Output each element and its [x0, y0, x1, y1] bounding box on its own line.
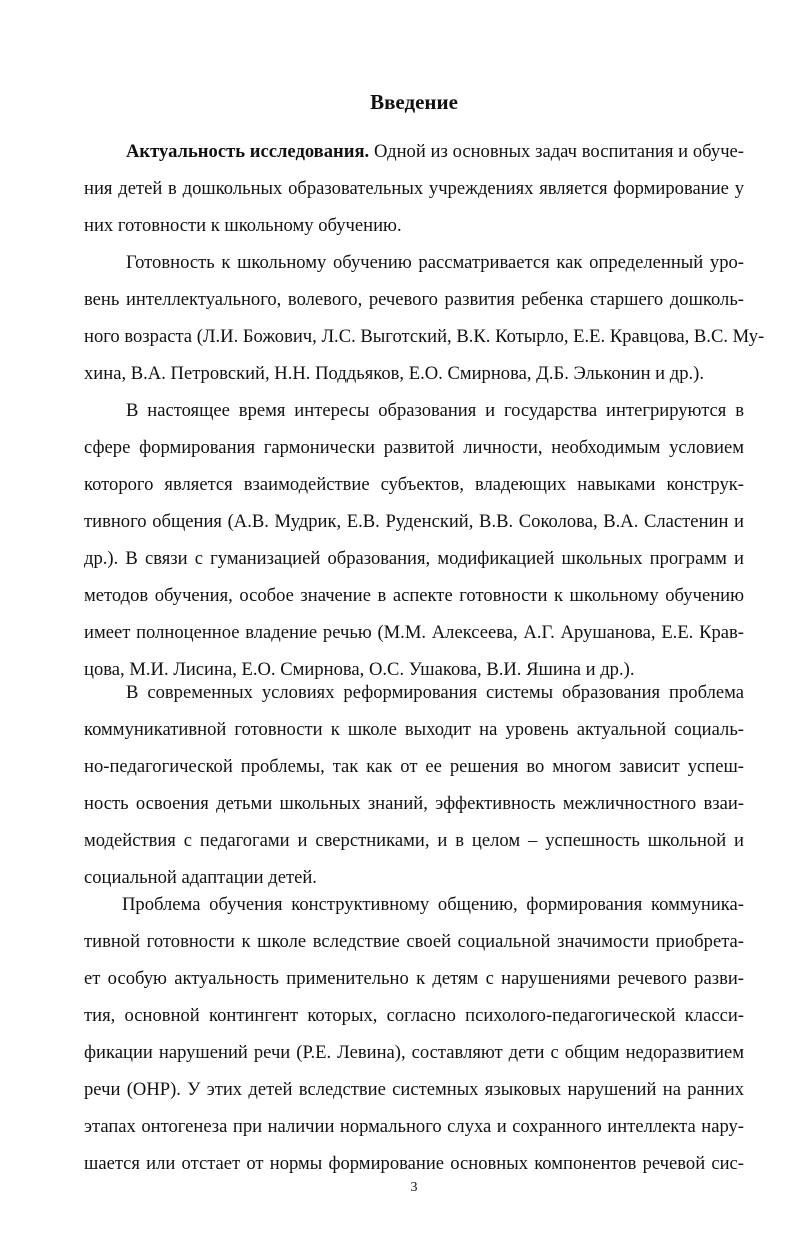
paragraph-line: модействия с педагогами и сверстниками, и в целом – успешность школьной и: [84, 830, 744, 851]
paragraph-line: которого является взаимодействие субъектов, владеющих навыками конструк-: [84, 474, 744, 495]
paragraph-line: ного возраста (Л.И. Божович, Л.С. Выготский, В.К. Котырло, Е.Е. Кравцова, В.С. Му-: [84, 326, 765, 347]
page-title: Введение: [370, 90, 458, 114]
paragraph-line: имеет полноценное владение речью (М.М. Алексеева, А.Г. Арушанова, Е.Е. Крав-: [84, 622, 744, 643]
paragraph-interests: [84, 392, 744, 688]
paragraph-line: фикации нарушений речи (Р.Е. Левина), составляют дети с общим недоразвитием: [84, 1042, 744, 1063]
paragraph-line: но-педагогической проблемы, так как от ее решения во многом зависит успеш-: [84, 756, 744, 777]
paragraph-line: тия, основной контингент которых, согласно психолого-педагогической класси-: [84, 1005, 744, 1026]
paragraph-line: Проблема обучения конструктивному общению, формирования коммуника-: [122, 894, 744, 915]
paragraph-line: вень интеллектуального, волевого, речевого развития ребенка старшего дошколь-: [84, 289, 744, 310]
paragraph-line: этапах онтогенеза при наличии нормального слуха и сохранного интеллекта нару-: [84, 1116, 744, 1137]
paragraph-line: ния детей в дошкольных образовательных учреждениях является формирование у: [84, 178, 744, 199]
paragraph-line: тивного общения (А.В. Мудрик, Е.В. Руденский, В.В. Соколова, В.А. Сластенин и: [84, 511, 744, 532]
paragraph-line: цова, М.И. Лисина, Е.О. Смирнова, О.С. Ушакова, В.И. Яшина и др.).: [84, 659, 635, 680]
paragraph-line: др.). В связи с гуманизацией образования, модификацией школьных программ и: [84, 548, 744, 569]
paragraph-line: ность освоения детьми школьных знаний, эффективность межличностного взаи-: [84, 793, 744, 814]
paragraph-readiness: [84, 244, 765, 392]
paragraph-line: сфере формирования гармонически развитой личности, необходимым условием: [84, 437, 744, 458]
paragraph-modern-conditions: [84, 674, 744, 896]
paragraph-line: ет особую актуальность применительно к детям с нарушениями речевого разви-: [84, 968, 744, 989]
paragraph-line: В современных условиях реформирования системы образования проблема: [126, 682, 744, 703]
page-number: 3: [410, 1180, 418, 1195]
paragraph-line: методов обучения, особое значение в аспекте готовности к школьному обучению: [84, 585, 744, 606]
relevance-heading: Актуальность исследования.: [126, 141, 370, 162]
paragraph-line: хина, В.А. Петровский, Н.Н. Поддьяков, Е.О. Смирнова, Д.Б. Эльконин и др.).: [84, 363, 705, 384]
paragraph-line: социальной адаптации детей.: [84, 867, 317, 888]
paragraph-line: В настоящее время интересы образования и государства интегрируются в: [126, 400, 744, 421]
paragraph-line: шается или отстает от нормы формирование основных компонентов речевой сис-: [84, 1153, 744, 1174]
paragraph-problem: [84, 886, 744, 1182]
paragraph-relevance: [84, 133, 744, 244]
paragraph-line: Актуальность исследования. Одной из основных задач воспитания и обуче-: [126, 141, 745, 162]
paragraph-line: Готовность к школьному обучению рассматривается как определенный уро-: [126, 252, 744, 273]
paragraph-line: тивной готовности к школе вследствие своей социальной значимости приобрета-: [84, 931, 744, 952]
paragraph-line: речи (ОНР). У этих детей вследствие системных языковых нарушений на ранних: [84, 1079, 744, 1100]
paragraph-line: коммуникативной готовности к школе выходит на уровень актуальной социаль-: [84, 719, 744, 740]
paragraph-line: них готовности к школьному обучению.: [84, 215, 402, 236]
